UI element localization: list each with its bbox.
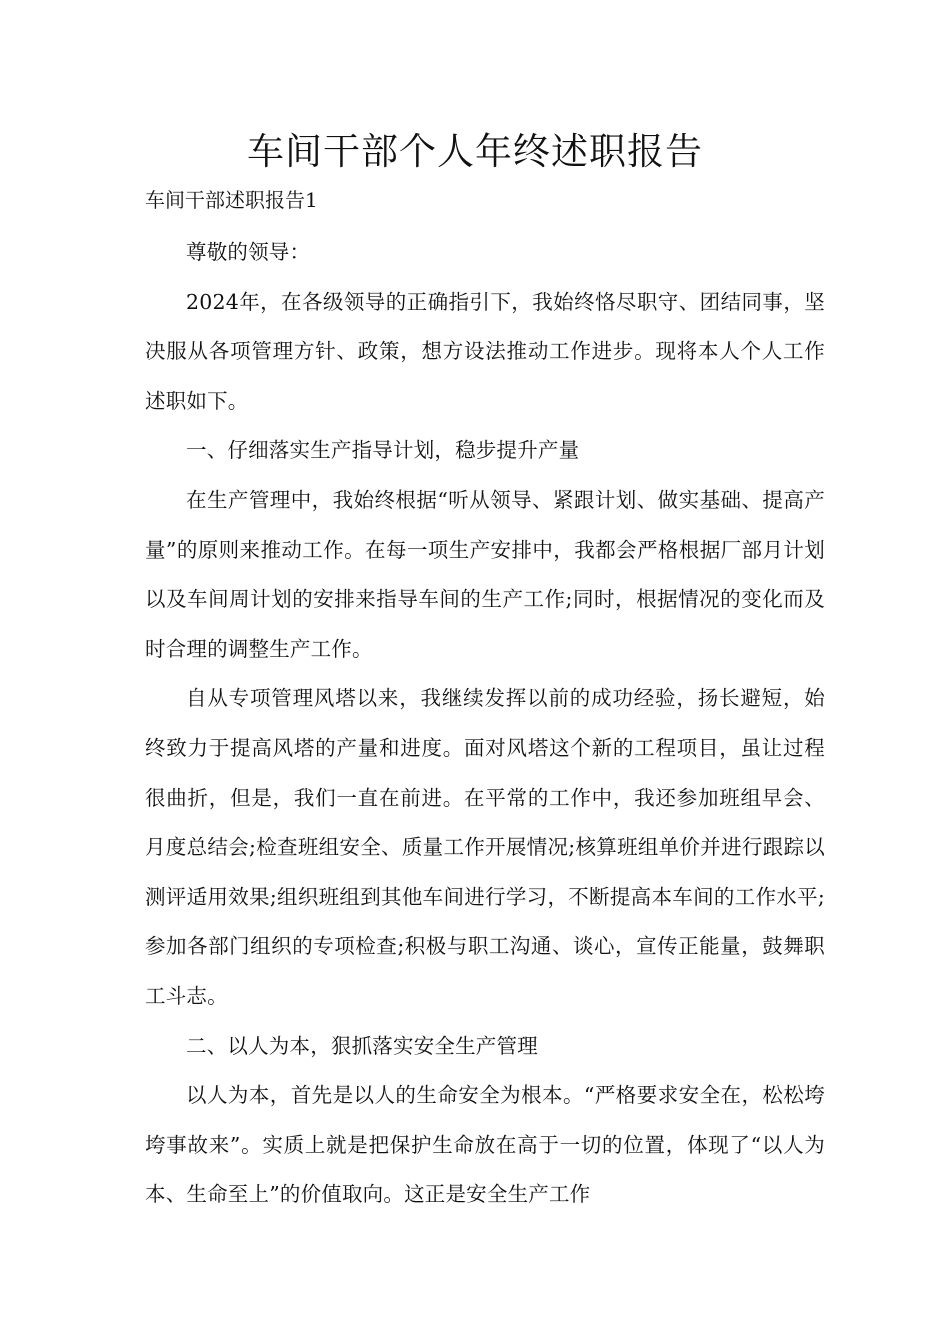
paragraph: 自从专项管理风塔以来，我继续发挥以前的成功经验，扬长避短，始终致力于提高风塔的产量和进度。面对风塔这个新的工程项目，虽让过程很曲折，但是，我们一直在前进。在平常的工作中，我还参加班组早会、月度总结会;检查班组安全、质量工作开展情况;核算班组单价并进行跟踪以测评适用效果;组织班组到其他车间进行学习，不断提高本车间的工作水平;参加各部门组织的专项检查;积极与职工沟通、谈心，宣传正能量，鼓舞职工斗志。 bbox=[145, 686, 825, 1008]
document-body bbox=[145, 228, 825, 1220]
section-heading-1: 一、仔细落实生产指导计划，稳步提升产量 bbox=[186, 438, 580, 463]
document-title: 车间干部个人年终述职报告 bbox=[247, 130, 703, 173]
section-heading-2: 二、以人为本，狠抓落实安全生产管理 bbox=[186, 1033, 538, 1058]
document-subtitle: 车间干部述职报告1 bbox=[145, 188, 318, 212]
paragraph-intro: 2024年，在各级领导的正确指引下，我始终恪尽职守、团结同事，坚决服从各项管理方针、政策，想方设法推动工作进步。现将本人个人工作述职如下。 bbox=[145, 289, 825, 413]
paragraph: 在生产管理中，我始终根据“听从领导、紧跟计划、做实基础、提高产量”的原则来推动工作。在每一项生产安排中，我都会严格根据厂部月计划以及车间周计划的安排来指导车间的生产工作;同时，根据情况的变化而及时合理的调整生产工作。 bbox=[145, 487, 825, 661]
paragraph: 以人为本，首先是以人的生命安全为根本。“严格要求安全在，松松垮垮事故来”。实质上就是把保护生命放在高于一切的位置，体现了“以人为本、生命至上”的价值取向。这正是安全生产工作 bbox=[145, 1083, 825, 1207]
salutation: 尊敬的领导： bbox=[186, 240, 311, 264]
